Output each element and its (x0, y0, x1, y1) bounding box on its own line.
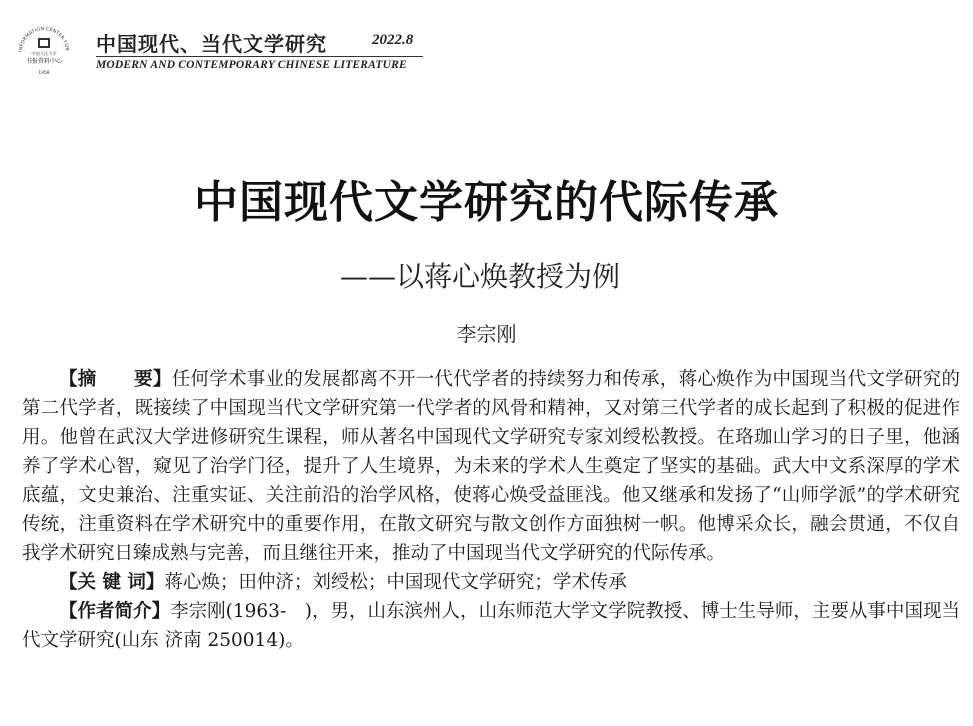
svg-text:中国人民大学: 中国人民大学 (31, 51, 57, 56)
header-rule (96, 56, 423, 57)
abstract-label: 【摘 要】 (59, 369, 172, 390)
article-author: 李宗刚 (456, 322, 517, 346)
journal-title-cn: 中国现代、当代文学研究 (96, 32, 327, 56)
article-subtitle: ——以蒋心焕教授为例 (340, 260, 621, 293)
svg-text:1958: 1958 (38, 71, 50, 76)
svg-text:书报资料中心: 书报资料中心 (25, 58, 63, 65)
author-bio-paragraph (22, 597, 960, 655)
svg-text:INFORMATION CENTER FOR SOCIAL: INFORMATION CENTER FOR (18, 26, 70, 53)
author-bio-label: 【作者简介】 (59, 601, 171, 622)
keywords-label: 【关 键 词】 (59, 572, 165, 593)
abstract-paragraph (22, 365, 960, 568)
page-header (14, 22, 434, 78)
keywords-paragraph (22, 568, 960, 597)
rdfybk-seal-logo (14, 22, 74, 78)
author-bio-text: 李宗刚(1963- )，男，山东滨州人，山东师范大学文学院教授、博士生导师，主要从事中国现当代文学研究(山东 济南 250014)。 (22, 601, 960, 651)
issue-number: 2022.8 (372, 32, 414, 48)
abstract-text: 任何学术事业的发展都离不开一代代学者的持续努力和传承，蒋心焕作为中国现当代文学研究的第二代学者，既接续了中国现当代文学研究第一代学者的风骨和精神，又对第三代学者的成长起到了积极的促进作用。他曾在武汉大学进修研究生课程，师从著名中国现代文学研究专家刘绶松教授。在珞珈山学习的日子里，他涵养了学术心智，窥见了治学门径，提升了人生境界，为未来的学术人生奠定了坚实的基础。武大中文系深厚的学术底蕴，文史兼治、注重实证、关注前沿的治学风格，使蒋心焕受益匪浅。他又继承和发扬了“山师学派”的学术研究传统，注重资料在学术研究中的重要作用，在散文研究与散文创作方面独树一帜。他博采众长，融会贯通，不仅自我学术研究日臻成熟与完善，而且继往开来，推动了中国现当代文学研究的代际传承。 (22, 369, 960, 564)
article-title: 中国现代文学研究的代际传承 (194, 177, 779, 228)
keywords-text: 蒋心焕；田仲济；刘绶松；中国现代文学研究；学术传承 (164, 572, 627, 593)
article-front-matter (22, 365, 960, 655)
journal-title-en: MODERN AND CONTEMPORARY CHINESE LITERATURE (96, 59, 407, 71)
